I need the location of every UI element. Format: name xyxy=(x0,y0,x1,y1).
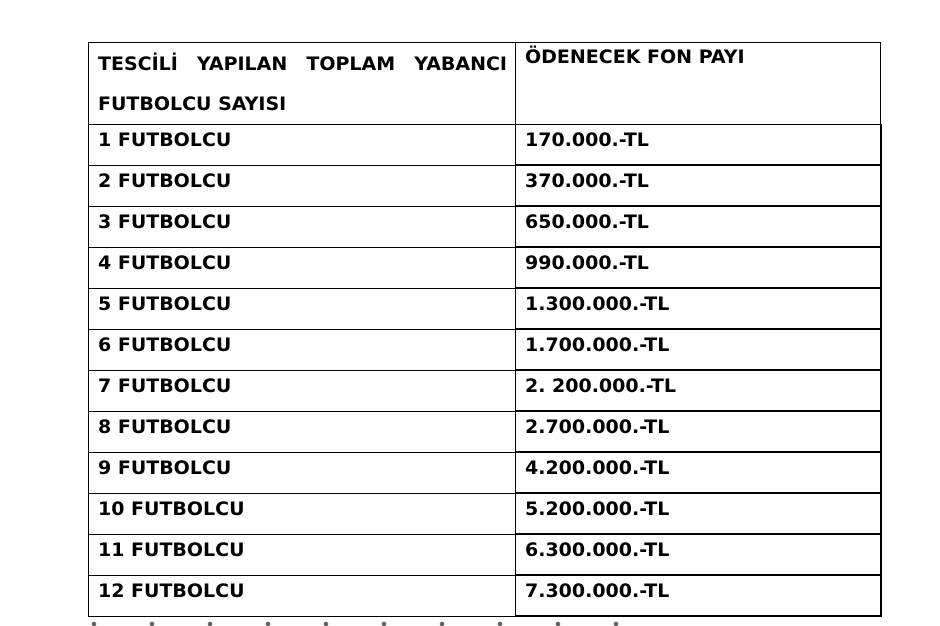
table-row xyxy=(89,452,881,493)
fund-share-cell: 2.700.000.-TL xyxy=(516,411,881,452)
table-row xyxy=(89,534,881,575)
fund-share-cell: 7.300.000.-TL xyxy=(516,575,881,616)
player-count-cell: 3 FUTBOLCU xyxy=(89,206,516,247)
player-count-cell: 9 FUTBOLCU xyxy=(89,452,516,493)
player-count-cell: 8 FUTBOLCU xyxy=(89,411,516,452)
fund-share-cell: 5.200.000.-TL xyxy=(516,493,881,534)
header-fund-share: ÖDENECEK FON PAYI xyxy=(516,43,881,125)
table-row xyxy=(89,165,881,206)
table-row xyxy=(89,575,881,616)
fund-share-cell: 4.200.000.-TL xyxy=(516,452,881,493)
table-row xyxy=(89,288,881,329)
fund-share-cell: 170.000.-TL xyxy=(516,125,881,166)
fund-share-cell: 1.700.000.-TL xyxy=(516,329,881,370)
table-row xyxy=(89,125,881,166)
player-count-cell: 11 FUTBOLCU xyxy=(89,534,516,575)
fund-share-cell: 370.000.-TL xyxy=(516,165,881,206)
table-row xyxy=(89,370,881,411)
player-count-cell: 1 FUTBOLCU xyxy=(89,125,516,166)
player-count-cell: 12 FUTBOLCU xyxy=(89,575,516,616)
fund-share-cell: 1.300.000.-TL xyxy=(516,288,881,329)
fund-share-cell: 990.000.-TL xyxy=(516,247,881,288)
table-row xyxy=(89,206,881,247)
player-count-cell: 4 FUTBOLCU xyxy=(89,247,516,288)
table-row xyxy=(89,411,881,452)
fund-share-cell: 6.300.000.-TL xyxy=(516,534,881,575)
player-count-cell: 2 FUTBOLCU xyxy=(89,165,516,206)
table-row xyxy=(89,247,881,288)
fund-share-table xyxy=(88,42,882,617)
fund-share-cell: 650.000.-TL xyxy=(516,206,881,247)
header-row xyxy=(89,43,881,125)
table-row xyxy=(89,329,881,370)
table-row xyxy=(89,493,881,534)
cut-off-text-line xyxy=(88,618,628,626)
table-body xyxy=(89,125,881,617)
player-count-cell: 7 FUTBOLCU xyxy=(89,370,516,411)
fund-share-cell: 2. 200.000.-TL xyxy=(516,370,881,411)
table-header xyxy=(89,43,881,125)
header-player-count: TESCİLİ YAPILAN TOPLAM YABANCI FUTBOLCU SAYISI xyxy=(89,43,516,125)
player-count-cell: 10 FUTBOLCU xyxy=(89,493,516,534)
player-count-cell: 5 FUTBOLCU xyxy=(89,288,516,329)
player-count-cell: 6 FUTBOLCU xyxy=(89,329,516,370)
